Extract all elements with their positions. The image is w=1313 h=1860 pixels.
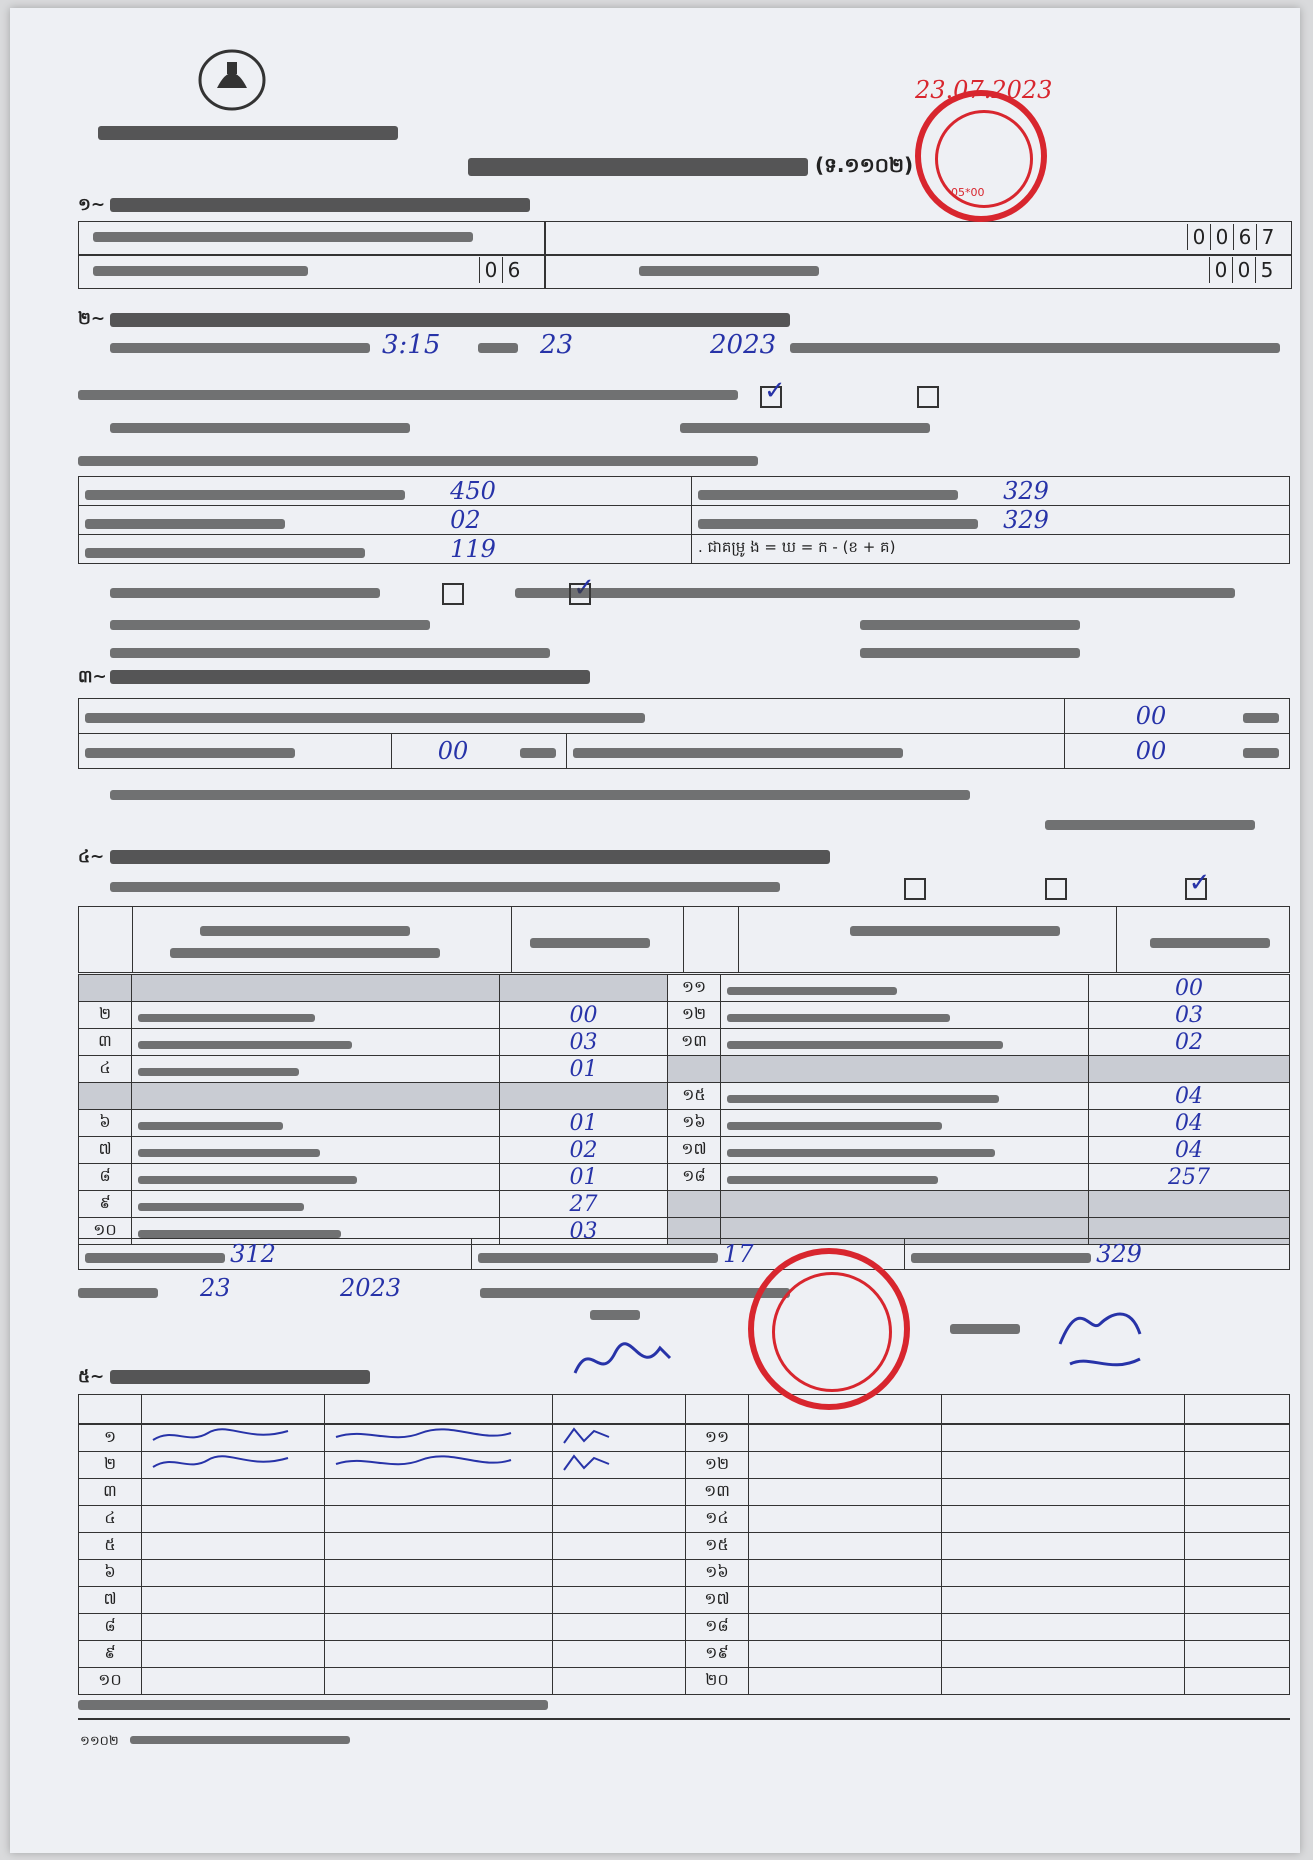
party-name-right bbox=[721, 1056, 1089, 1083]
witness-no-right: ១៩ bbox=[686, 1641, 749, 1668]
witness-party-right[interactable] bbox=[942, 1425, 1185, 1452]
witness-no-right: ១៦ bbox=[686, 1560, 749, 1587]
party-name-right bbox=[721, 1002, 1089, 1029]
party-name-right bbox=[721, 1164, 1089, 1191]
count-line-label bbox=[110, 343, 370, 353]
party-name-right bbox=[721, 975, 1089, 1002]
formula: . ជាគម្រូ ង = ឃ = ក - (ខ + គ) bbox=[692, 535, 1290, 564]
in-box-count: 329 bbox=[1003, 506, 1049, 534]
party-votes-right bbox=[1089, 1056, 1290, 1083]
received-count: 450 bbox=[450, 477, 496, 505]
witness-signature-right[interactable] bbox=[1185, 1587, 1290, 1614]
witness-signature-right[interactable] bbox=[1185, 1614, 1290, 1641]
party-no-right: ១៨ bbox=[668, 1164, 721, 1191]
party-name-right bbox=[721, 1191, 1089, 1218]
party-no-left: ៣ bbox=[79, 1029, 132, 1056]
witness-no-left: ៤ bbox=[79, 1506, 142, 1533]
witness-party-right[interactable] bbox=[942, 1533, 1185, 1560]
party-votes-left bbox=[500, 975, 668, 1002]
committee-label bbox=[480, 1288, 790, 1298]
diff-note-hint bbox=[860, 620, 1080, 630]
witness-name-left[interactable] bbox=[142, 1506, 325, 1533]
section-4-number: ៤~ bbox=[78, 847, 105, 867]
reject-note bbox=[110, 648, 550, 658]
witness-no-right: ២០ bbox=[686, 1668, 749, 1695]
witness-table bbox=[78, 1394, 1290, 1424]
witness-no-left: ១ bbox=[79, 1425, 142, 1452]
unused-count: 119 bbox=[450, 535, 496, 563]
table-intro bbox=[78, 456, 758, 466]
witness-note bbox=[78, 1700, 548, 1710]
count-line-rest bbox=[790, 343, 1280, 353]
witness-party-left[interactable] bbox=[325, 1641, 553, 1668]
witness-signature-left[interactable] bbox=[553, 1479, 686, 1506]
witness-name-left[interactable] bbox=[142, 1614, 325, 1641]
witness-party-left[interactable] bbox=[325, 1587, 553, 1614]
party-no-right: ១៥ bbox=[668, 1083, 721, 1110]
station-box bbox=[78, 221, 1292, 289]
official-stamp-top bbox=[915, 90, 1047, 222]
witness-name-right[interactable] bbox=[749, 1641, 942, 1668]
ballot-count-table bbox=[78, 476, 1290, 564]
witness-name-left[interactable] bbox=[142, 1560, 325, 1587]
party-no-right: ១៣ bbox=[668, 1029, 721, 1056]
party-votes-right: 03 bbox=[1089, 1002, 1290, 1029]
section-5-title bbox=[110, 1370, 370, 1384]
seal-checkbox-yes[interactable] bbox=[760, 386, 782, 408]
station-label bbox=[93, 232, 473, 242]
party-rows bbox=[78, 974, 1290, 1245]
witness-name-left[interactable] bbox=[142, 1587, 325, 1614]
check-line-rest bbox=[515, 588, 1235, 598]
party-votes-left: 03 bbox=[500, 1029, 668, 1056]
witness-signature-right[interactable] bbox=[1185, 1641, 1290, 1668]
spoiled-count: 02 bbox=[450, 506, 481, 534]
witness-no-left: ៥ bbox=[79, 1533, 142, 1560]
witness-name-right[interactable] bbox=[749, 1560, 942, 1587]
witness-signature-left[interactable] bbox=[553, 1506, 686, 1533]
party-no-left: ២ bbox=[79, 1002, 132, 1029]
witness-no-right: ១៤ bbox=[686, 1506, 749, 1533]
emblem-icon bbox=[197, 48, 267, 112]
witness-party-right[interactable] bbox=[942, 1452, 1185, 1479]
party-name-right bbox=[721, 1110, 1089, 1137]
witness-signature-right[interactable] bbox=[1185, 1560, 1290, 1587]
party-votes-left: 01 bbox=[500, 1110, 668, 1137]
complaints-forwarded: 00 bbox=[1135, 737, 1167, 765]
sheets-line bbox=[110, 882, 780, 892]
witness-name-left[interactable] bbox=[142, 1452, 325, 1479]
witness-party-left[interactable] bbox=[325, 1425, 553, 1452]
voters-count: 329 bbox=[1003, 477, 1049, 505]
party-votes-right: 00 bbox=[1089, 975, 1290, 1002]
party-no-left bbox=[79, 1083, 132, 1110]
witness-signature-left[interactable] bbox=[553, 1560, 686, 1587]
witness-party-right[interactable] bbox=[942, 1668, 1185, 1695]
box-line-label bbox=[78, 390, 738, 400]
org-name-line bbox=[98, 126, 398, 140]
col-header-votes-right bbox=[1150, 938, 1270, 948]
page-code: ១១០២ bbox=[80, 1734, 119, 1749]
party-no-left: ១០ bbox=[79, 1218, 132, 1245]
party-votes-left: 00 bbox=[500, 1002, 668, 1029]
party-votes-left: 27 bbox=[500, 1191, 668, 1218]
party-no-left bbox=[79, 975, 132, 1002]
check-line bbox=[110, 588, 380, 598]
count-day: 23 bbox=[540, 330, 574, 360]
party-no-left: ៩ bbox=[79, 1191, 132, 1218]
commune-digits: 0 0 5 bbox=[1209, 257, 1278, 283]
party-name-left bbox=[132, 1029, 500, 1056]
party-no-left: ៤ bbox=[79, 1056, 132, 1083]
witness-name-left[interactable] bbox=[142, 1668, 325, 1695]
witness-name-right[interactable] bbox=[749, 1668, 942, 1695]
witness-party-left[interactable] bbox=[325, 1479, 553, 1506]
witness-signature-right[interactable] bbox=[1185, 1479, 1290, 1506]
party-name-right bbox=[721, 1029, 1089, 1056]
witness-signature-right[interactable] bbox=[1185, 1425, 1290, 1452]
party-no-right: ១៦ bbox=[668, 1110, 721, 1137]
witness-no-left: ៧ bbox=[79, 1587, 142, 1614]
party-votes-right: 04 bbox=[1089, 1137, 1290, 1164]
complaints-resolved: 00 bbox=[437, 737, 469, 765]
party-name-left bbox=[132, 1110, 500, 1137]
form-sheet bbox=[10, 8, 1300, 1853]
witness-party-right[interactable] bbox=[942, 1614, 1185, 1641]
official-stamp-bottom bbox=[748, 1248, 910, 1410]
party-name-left bbox=[132, 1191, 500, 1218]
witness-name-right[interactable] bbox=[749, 1533, 942, 1560]
diff-note bbox=[110, 620, 430, 630]
witness-party-left[interactable] bbox=[325, 1452, 553, 1479]
col-header-party-right bbox=[850, 926, 1060, 936]
note-label bbox=[110, 423, 410, 433]
section-4-title bbox=[110, 850, 830, 864]
province-digits: 0 6 bbox=[479, 257, 525, 283]
witness-name-right[interactable] bbox=[749, 1587, 942, 1614]
witness-name-right[interactable] bbox=[749, 1614, 942, 1641]
witness-party-left[interactable] bbox=[325, 1668, 553, 1695]
commune-label bbox=[639, 266, 819, 276]
complaint-note bbox=[110, 790, 970, 800]
witness-signature-left[interactable] bbox=[553, 1425, 686, 1452]
witness-signature-left[interactable] bbox=[553, 1641, 686, 1668]
witness-party-left[interactable] bbox=[325, 1506, 553, 1533]
party-name-left bbox=[132, 1083, 500, 1110]
party-no-left: ៨ bbox=[79, 1164, 132, 1191]
witness-no-left: ៩ bbox=[79, 1641, 142, 1668]
witness-name-right[interactable] bbox=[749, 1452, 942, 1479]
totals-row bbox=[78, 1238, 1290, 1270]
date-label bbox=[78, 1288, 158, 1298]
form-code: (ទ.១១០២) bbox=[815, 153, 914, 177]
witness-name-right[interactable] bbox=[749, 1506, 942, 1533]
section-3-title bbox=[110, 670, 590, 684]
count-day-label bbox=[478, 343, 518, 353]
witness-party-right[interactable] bbox=[942, 1479, 1185, 1506]
witness-no-right: ១៧ bbox=[686, 1587, 749, 1614]
total-valid: 312 bbox=[230, 1240, 276, 1268]
note-hint bbox=[680, 423, 930, 433]
witness-no-left: ២ bbox=[79, 1452, 142, 1479]
section-3-number: ៣~ bbox=[78, 667, 107, 687]
party-no-left: ៧ bbox=[79, 1137, 132, 1164]
diff-checkbox[interactable] bbox=[442, 583, 464, 605]
party-no-right bbox=[668, 1056, 721, 1083]
party-votes-right: 04 bbox=[1089, 1110, 1290, 1137]
party-no-right bbox=[668, 1191, 721, 1218]
party-votes-right: 04 bbox=[1089, 1083, 1290, 1110]
witness-party-right[interactable] bbox=[942, 1506, 1185, 1533]
party-name-left bbox=[132, 1002, 500, 1029]
secretary-label bbox=[950, 1324, 1020, 1334]
complaint-note-hint bbox=[1045, 820, 1255, 830]
col-header-party bbox=[200, 926, 410, 936]
section-2-number: ២~ bbox=[78, 309, 106, 329]
seal-checkbox-no[interactable] bbox=[917, 386, 939, 408]
party-results-table bbox=[78, 906, 1290, 973]
witness-party-right[interactable] bbox=[942, 1587, 1185, 1614]
witness-party-right[interactable] bbox=[942, 1560, 1185, 1587]
stamp-number: 05*00 bbox=[951, 186, 985, 199]
witness-no-right: ១១ bbox=[686, 1425, 749, 1452]
party-name-left bbox=[132, 1137, 500, 1164]
chairman-signature bbox=[570, 1328, 680, 1392]
party-votes-right bbox=[1089, 1191, 1290, 1218]
party-no-right: ១២ bbox=[668, 1002, 721, 1029]
party-no-right: ១៧ bbox=[668, 1137, 721, 1164]
chairman-label bbox=[590, 1310, 640, 1320]
witness-no-left: ៦ bbox=[79, 1560, 142, 1587]
section-1-title bbox=[110, 198, 530, 212]
party-name-right bbox=[721, 1083, 1089, 1110]
complaints-total: 00 bbox=[1135, 702, 1167, 730]
witness-name-left[interactable] bbox=[142, 1425, 325, 1452]
party-votes-left: 01 bbox=[500, 1164, 668, 1191]
party-name-left bbox=[132, 1164, 500, 1191]
col-header-party-sub bbox=[170, 948, 440, 958]
party-name-right bbox=[721, 1137, 1089, 1164]
party-no-left: ៦ bbox=[79, 1110, 132, 1137]
form-title bbox=[468, 158, 808, 176]
witness-no-right: ១៨ bbox=[686, 1614, 749, 1641]
witness-no-left: ១០ bbox=[79, 1668, 142, 1695]
col-header-votes bbox=[530, 938, 650, 948]
party-no-right: ១១ bbox=[668, 975, 721, 1002]
witness-name-right[interactable] bbox=[749, 1425, 942, 1452]
reject-note-hint bbox=[860, 648, 1080, 658]
province-label bbox=[93, 266, 308, 276]
witness-signature-right[interactable] bbox=[1185, 1668, 1290, 1695]
witness-party-left[interactable] bbox=[325, 1560, 553, 1587]
witness-name-left[interactable] bbox=[142, 1533, 325, 1560]
sheets-2-checkbox[interactable] bbox=[1045, 878, 1067, 900]
party-votes-left: 03 bbox=[500, 1218, 668, 1245]
section-1-number: ១~ bbox=[78, 195, 106, 215]
total-invalid: 17 bbox=[723, 1240, 754, 1268]
party-votes-right: 02 bbox=[1089, 1029, 1290, 1056]
sheets-1-checkbox[interactable] bbox=[904, 878, 926, 900]
date-day: 23 bbox=[200, 1274, 231, 1302]
party-votes-left bbox=[500, 1083, 668, 1110]
complaints-table bbox=[78, 698, 1290, 769]
party-name-left bbox=[132, 975, 500, 1002]
witness-signature-left[interactable] bbox=[553, 1668, 686, 1695]
count-time: 3:15 bbox=[382, 330, 441, 360]
party-votes-right: 257 bbox=[1089, 1164, 1290, 1191]
witness-party-left[interactable] bbox=[325, 1533, 553, 1560]
party-name-left bbox=[132, 1056, 500, 1083]
witness-no-left: ៣ bbox=[79, 1479, 142, 1506]
witness-rows bbox=[78, 1424, 1290, 1695]
received-date: 23.07.2023 bbox=[915, 76, 1053, 104]
witness-no-left: ៨ bbox=[79, 1614, 142, 1641]
witness-party-left[interactable] bbox=[325, 1614, 553, 1641]
sheets-3-checkbox[interactable] bbox=[1185, 878, 1207, 900]
witness-signature-left[interactable] bbox=[553, 1614, 686, 1641]
date-year: 2023 bbox=[340, 1274, 402, 1302]
witness-signature-right[interactable] bbox=[1185, 1533, 1290, 1560]
witness-signature-left[interactable] bbox=[553, 1587, 686, 1614]
witness-name-left[interactable] bbox=[142, 1479, 325, 1506]
witness-signature-left[interactable] bbox=[553, 1533, 686, 1560]
witness-signature-left[interactable] bbox=[553, 1452, 686, 1479]
footer-text bbox=[130, 1736, 350, 1744]
section-2-title bbox=[110, 313, 790, 327]
witness-party-right[interactable] bbox=[942, 1641, 1185, 1668]
witness-no-right: ១៥ bbox=[686, 1533, 749, 1560]
witness-signature-right[interactable] bbox=[1185, 1506, 1290, 1533]
witness-no-right: ១៣ bbox=[686, 1479, 749, 1506]
witness-signature-right[interactable] bbox=[1185, 1452, 1290, 1479]
witness-name-left[interactable] bbox=[142, 1641, 325, 1668]
party-votes-left: 01 bbox=[500, 1056, 668, 1083]
witness-no-right: ១២ bbox=[686, 1452, 749, 1479]
witness-name-right[interactable] bbox=[749, 1479, 942, 1506]
total-all: 329 bbox=[1096, 1240, 1142, 1268]
secretary-signature bbox=[1040, 1294, 1150, 1388]
party-votes-left: 02 bbox=[500, 1137, 668, 1164]
station-digits: 0 0 6 7 bbox=[1187, 224, 1279, 250]
section-5-number: ៥~ bbox=[78, 1367, 105, 1387]
count-year: 2023 bbox=[710, 330, 777, 360]
